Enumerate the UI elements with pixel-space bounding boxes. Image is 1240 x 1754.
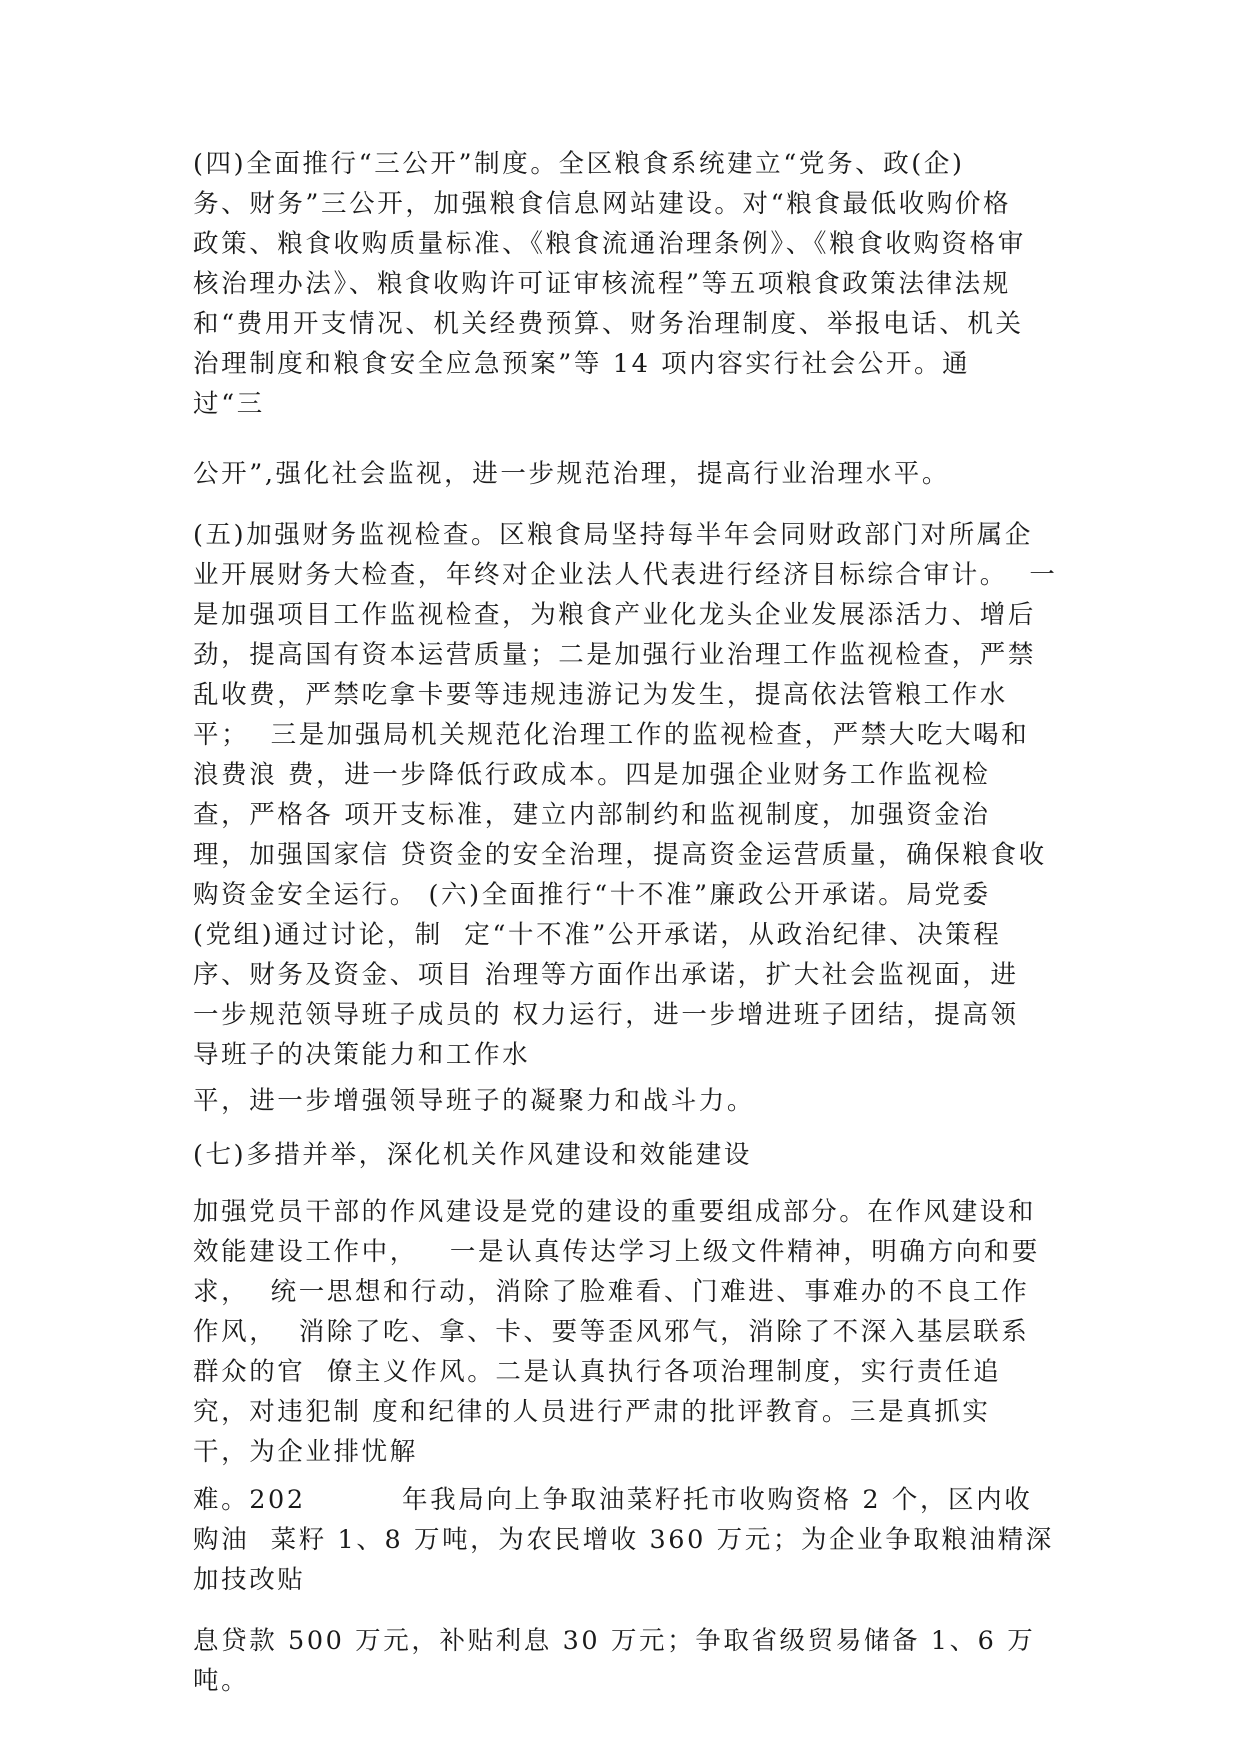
text-line: 干，为企业排忧解 — [193, 1437, 418, 1467]
text-line: 导班子的决策能力和工作水 — [193, 1040, 531, 1070]
text-line: 购资金安全运行。 (六)全面推行“十不准”廉政公开承诺。局党委 — [193, 880, 991, 910]
text-line: 加技改贴 — [193, 1565, 306, 1595]
text-line: 核治理办法》、粮食收购许可证审核流程”等五项粮食政策法律法规 — [193, 269, 1011, 299]
text-line: 吨。 — [193, 1666, 250, 1696]
text-line: (党组)通过讨论，制 定“十不准”公开承诺，从政治纪律、决策程 — [193, 920, 1002, 950]
text-line: 乱收费，严禁吃拿卡要等违规违游记为发生，提高依法管粮工作水 — [193, 680, 1008, 710]
paragraph-seven-results — [193, 1480, 1073, 1600]
paragraph-five — [193, 515, 1073, 1075]
paragraph-six-continued — [193, 1081, 1073, 1121]
text-line: 治理制度和粮食安全应急预案”等 14 项内容实行社会公开。通 — [193, 349, 971, 379]
text-line: (四)全面推行“三公开”制度。全区粮食系统建立“党务、政(企) — [193, 149, 965, 179]
paragraph-seven-heading — [193, 1135, 1073, 1175]
text-line: 平，进一步增强领导班子的凝聚力和战斗力。 — [193, 1086, 756, 1116]
paragraph-four-continued — [193, 454, 1073, 494]
text-line: 公开”,强化社会监视，进一步规范治理，提高行业治理水平。 — [193, 459, 950, 489]
text-line: 购油 菜籽 1、8 万吨，为农民增收 360 万元；为企业争取粮油精深 — [193, 1525, 1054, 1555]
text-line: 加强党员干部的作风建设是党的建设的重要组成部分。在作风建设和 — [193, 1197, 1037, 1227]
text-line: 平； 三是加强局机关规范化治理工作的监视检查，严禁大吃大喝和 — [193, 720, 1030, 750]
text-line: 息贷款 500 万元，补贴利息 30 万元；争取省级贸易储备 1、6 万 — [193, 1626, 1036, 1656]
text-line: 一步规范领导班子成员的 权力运行，进一步增进班子团结，提高领 — [193, 1000, 1019, 1030]
text-line: 是加强项目工作监视检查，为粮食产业化龙头企业发展添活力、增后 — [193, 600, 1037, 630]
text-line: 作风， 消除了吃、拿、卡、要等歪风邪气，消除了不深入基层联系 — [193, 1317, 1030, 1347]
text-line: 查，严格各 项开支标准，建立内部制约和监视制度，加强资金治 — [193, 800, 991, 830]
text-line: 群众的官 僚主义作风。二是认真执行各项治理制度，实行责任追 — [193, 1357, 1002, 1387]
text-line: 政策、粮食收购质量标准、《粮食流通治理条例》、《粮食收购资格审 — [193, 229, 1026, 259]
text-line: 效能建设工作中， 一是认真传达学习上级文件精神，明确方向和要 — [193, 1237, 1041, 1267]
text-line: 劲，提高国有资本运营质量；二是加强行业治理工作监视检查，严禁 — [193, 640, 1037, 670]
text-line: 究，对违犯制 度和纪律的人员进行严肃的批评教育。三是真抓实 — [193, 1397, 991, 1427]
paragraph-seven-body — [193, 1192, 1073, 1472]
text-line: (五)加强财务监视检查。区粮食局坚持每半年会同财政部门对所属企 — [193, 520, 1033, 550]
text-line: 理，加强国家信 贷资金的安全治理，提高资金运营质量，确保粮食收 — [193, 840, 1047, 870]
text-line: 和“费用开支情况、机关经费预算、财务治理制度、举报电话、机关 — [193, 309, 1024, 339]
text-line: 浪费浪 费，进一步降低行政成本。四是加强企业财务工作监视检 — [193, 760, 991, 790]
text-line: (七)多措并举，深化机关作风建设和效能建设 — [193, 1140, 752, 1170]
paragraph-four — [193, 144, 1073, 424]
text-line: 求， 统一思想和行动，消除了脸难看、门难进、事难办的不良工作 — [193, 1277, 1030, 1307]
text-line: 业开展财务大检查，年终对企业法人代表进行经济目标综合审计。 一 — [193, 560, 1058, 590]
paragraph-seven-results-continued — [193, 1621, 1073, 1701]
text-line: 过“三 — [193, 389, 265, 419]
text-line: 务、财务”三公开，加强粮食信息网站建设。对“粮食最低收购价格 — [193, 189, 1012, 219]
text-line: 序、财务及资金、项目 治理等方面作出承诺，扩大社会监视面，进 — [193, 960, 1019, 990]
text-line: 难。202 年我局向上争取油菜籽托市收购资格 2 个，区内收 — [193, 1485, 1033, 1515]
